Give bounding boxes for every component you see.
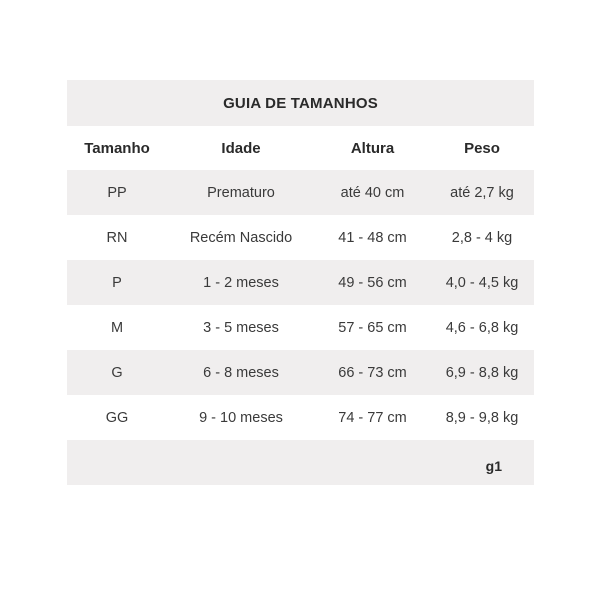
header-height: Altura — [350, 139, 395, 157]
table-row — [67, 260, 534, 305]
header-age: Idade — [221, 139, 261, 157]
row-age: 3 - 5 meses — [203, 319, 279, 336]
table-footer — [67, 440, 534, 485]
row-weight: 8,9 - 9,8 kg — [445, 409, 519, 426]
row-size: PP — [107, 184, 127, 201]
table-row — [67, 170, 534, 215]
header-size: Tamanho — [84, 139, 150, 157]
row-weight: até 2,7 kg — [450, 184, 514, 201]
row-size: GG — [105, 409, 129, 426]
row-size: RN — [106, 229, 128, 246]
row-height: 66 - 73 cm — [338, 364, 407, 381]
row-size: G — [111, 364, 123, 381]
row-weight: 6,9 - 8,8 kg — [445, 364, 519, 381]
row-weight: 4,0 - 4,5 kg — [445, 274, 519, 291]
footer-code: g1 — [485, 457, 502, 474]
row-age: 1 - 2 meses — [203, 274, 279, 291]
table-row — [67, 350, 534, 395]
table-row — [67, 305, 534, 350]
row-size: M — [110, 319, 124, 336]
table-header-row — [67, 126, 534, 170]
row-age: Recém Nascido — [189, 229, 293, 246]
row-age: Prematuro — [207, 184, 275, 201]
header-weight: Peso — [464, 139, 500, 157]
row-height: 74 - 77 cm — [338, 409, 407, 426]
row-weight: 2,8 - 4 kg — [451, 229, 513, 246]
row-height: 49 - 56 cm — [338, 274, 407, 291]
table-row — [67, 215, 534, 260]
size-guide-table — [67, 80, 534, 485]
row-height: até 40 cm — [340, 184, 405, 201]
table-row — [67, 395, 534, 440]
row-size: P — [112, 274, 122, 291]
row-height: 41 - 48 cm — [338, 229, 407, 246]
row-age: 6 - 8 meses — [203, 364, 279, 381]
table-title: GUIA DE TAMANHOS — [67, 80, 534, 126]
row-age: 9 - 10 meses — [199, 409, 283, 426]
row-height: 57 - 65 cm — [338, 319, 407, 336]
row-weight: 4,6 - 6,8 kg — [445, 319, 519, 336]
